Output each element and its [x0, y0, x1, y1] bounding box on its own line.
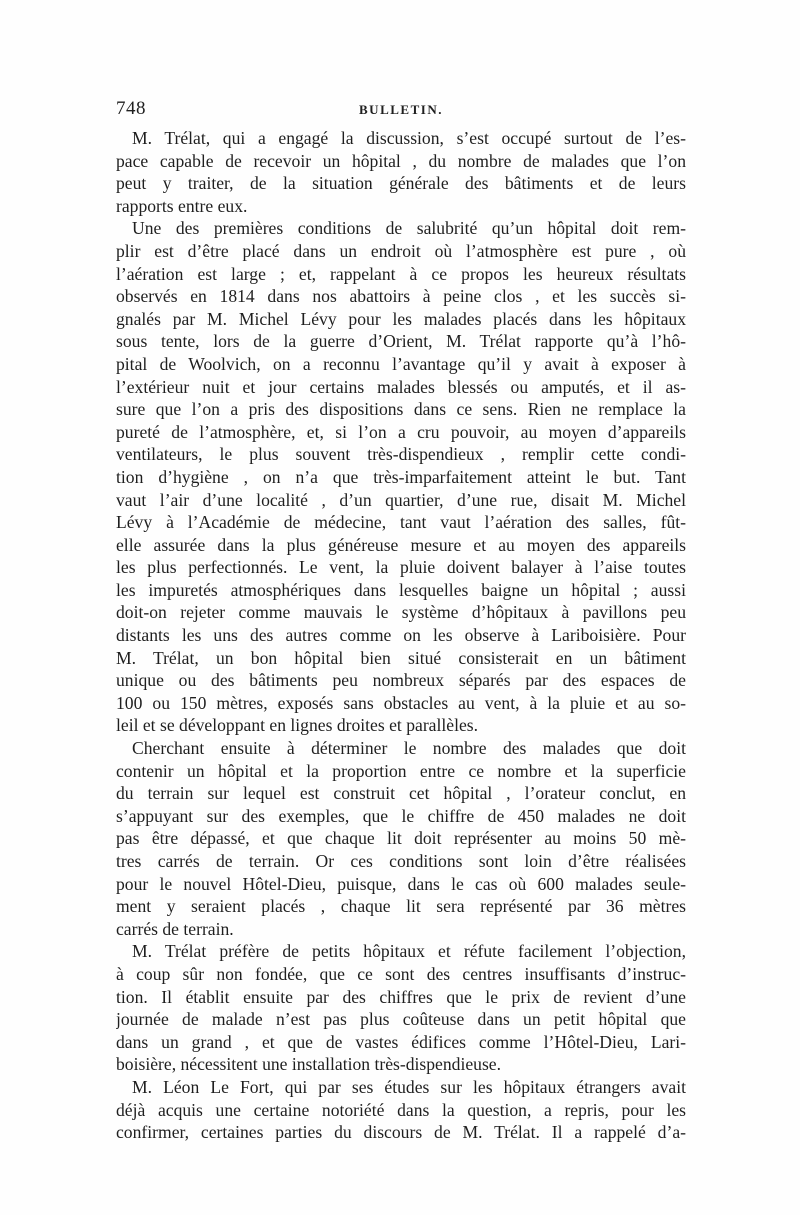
text-line: ventilateurs, le plus souvent très-dispendieux , remplir cette condi- — [116, 444, 686, 465]
text-line: déjà acquis une certaine notoriété dans la question, a repris, pour les — [116, 1099, 686, 1120]
text-line: contenir un hôpital et la proportion entre ce nombre et la superficie — [116, 760, 686, 781]
text-line: journée de malade n’est pas plus coûteuse dans un petit hôpital que — [116, 1009, 686, 1030]
text-line: pital de Woolvich, on a reconnu l’avantage qu’il y avait à exposer à — [116, 353, 686, 374]
text-line: M. Trélat préfère de petits hôpitaux et réfute facilement l’objection, — [132, 941, 686, 962]
text-line: Une des premières conditions de salubrité qu’un hôpital doit rem- — [132, 218, 686, 239]
text-line: l’extérieur nuit et jour certains malades blessés ou amputés, et il as- — [116, 376, 686, 397]
text-line: ment y seraient placés , chaque lit sera représenté par 36 mètres — [116, 896, 686, 917]
text-line: gnalés par M. Michel Lévy pour les malades placés dans les hôpitaux — [116, 308, 686, 329]
text-line: M. Trélat, un bon hôpital bien situé consisterait en un bâtiment — [116, 647, 686, 668]
text-line: les impuretés atmosphériques dans lesquelles baigne un hôpital ; aussi — [116, 579, 686, 600]
text-line: M. Léon Le Fort, qui par ses études sur les hôpitaux étrangers avait — [132, 1076, 686, 1097]
text-line: elle assurée dans la plus généreuse mesure et au moyen des appareils — [116, 534, 686, 555]
text-line: à coup sûr non fondée, que ce sont des centres insuffisants d’instruc- — [116, 963, 686, 984]
text-line: vaut l’air d’une localité , d’un quartier, d’une rue, disait M. Michel — [116, 489, 686, 510]
text-line: carrés de terrain. — [116, 918, 234, 939]
text-line: leil et se développant en lignes droites et parallèles. — [116, 715, 479, 736]
text-line: pour le nouvel Hôtel-Dieu, puisque, dans le cas où 600 malades seule- — [116, 873, 686, 894]
text-line: tres carrés de terrain. Or ces conditions sont loin d’être réalisées — [116, 851, 686, 871]
text-line: plir est d’être placé dans un endroit où l’atmosphère est pure , où — [116, 240, 686, 261]
text-line: sous tente, lors de la guerre d’Orient, M. Trélat rapporte qu’à l’hô- — [116, 331, 686, 352]
text-line: boisière, nécessitent une installation très-dispendieuse. — [116, 1054, 502, 1075]
text-line: sure que l’on a pris des dispositions dans ce sens. Rien ne remplace la — [116, 399, 686, 420]
text-line: dans un grand , et que de vastes édifices comme l’Hôtel-Dieu, Lari- — [116, 1031, 686, 1052]
text-line: du terrain sur lequel est construit cet hôpital , l’orateur conclut, en — [116, 783, 686, 804]
text-line: rapports entre eux. — [116, 195, 248, 216]
text-line: M. Trélat, qui a engagé la discussion, s’est occupé surtout de l’es- — [132, 128, 686, 148]
text-line: peut y traiter, de la situation générale des bâtiments et de leurs — [116, 173, 686, 194]
text-line: unique ou des bâtiments peu nombreux séparés par des espaces de — [116, 670, 686, 691]
text-line: tion. Il établit ensuite par des chiffres que le prix de revient d’une — [116, 986, 686, 1007]
text-line: pureté de l’atmosphère, et, si l’on a cru pouvoir, au moyen d’appareils — [116, 421, 686, 442]
text-line: 100 ou 150 mètres, exposés sans obstacles au vent, à la pluie et au so- — [116, 692, 686, 713]
text-line: doit-on rejeter comme mauvais le système d’hôpitaux à pavillons peu — [116, 602, 686, 623]
text-line: l’aération est large ; et, rappelant à ce propos les heureux résultats — [116, 263, 686, 284]
section-title: BULLETIN. — [359, 102, 443, 117]
text-line: pace capable de recevoir un hôpital , du nombre de malades que l’on — [116, 150, 686, 171]
text-line: distants les uns des autres comme on les observe à Lariboisière. Pour — [116, 625, 686, 646]
text-line: s’appuyant sur des exemples, que le chiffre de 450 malades ne doit — [116, 805, 686, 826]
body-text — [116, 127, 686, 1144]
text-line: Cherchant ensuite à déterminer le nombre des malades que doit — [132, 738, 686, 759]
text-line: Lévy à l’Académie de médecine, tant vaut l’aération des salles, fût- — [116, 512, 686, 533]
text-line: confirmer, certaines parties du discours de M. Trélat. Il a rappelé d’a- — [116, 1122, 686, 1143]
page-number: 748 — [116, 98, 146, 119]
running-head — [116, 98, 686, 122]
text-line: les plus perfectionnés. Le vent, la pluie doivent balayer à l’aise toutes — [116, 557, 686, 578]
text-line: observés en 1814 dans nos abattoirs à peine clos , et les succès si- — [116, 286, 686, 307]
text-line: pas être dépassé, et que chaque lit doit représenter au moins 50 mè- — [116, 828, 686, 849]
text-line: tion d’hygiène , on n’a que très-imparfaitement atteint le but. Tant — [116, 466, 686, 487]
